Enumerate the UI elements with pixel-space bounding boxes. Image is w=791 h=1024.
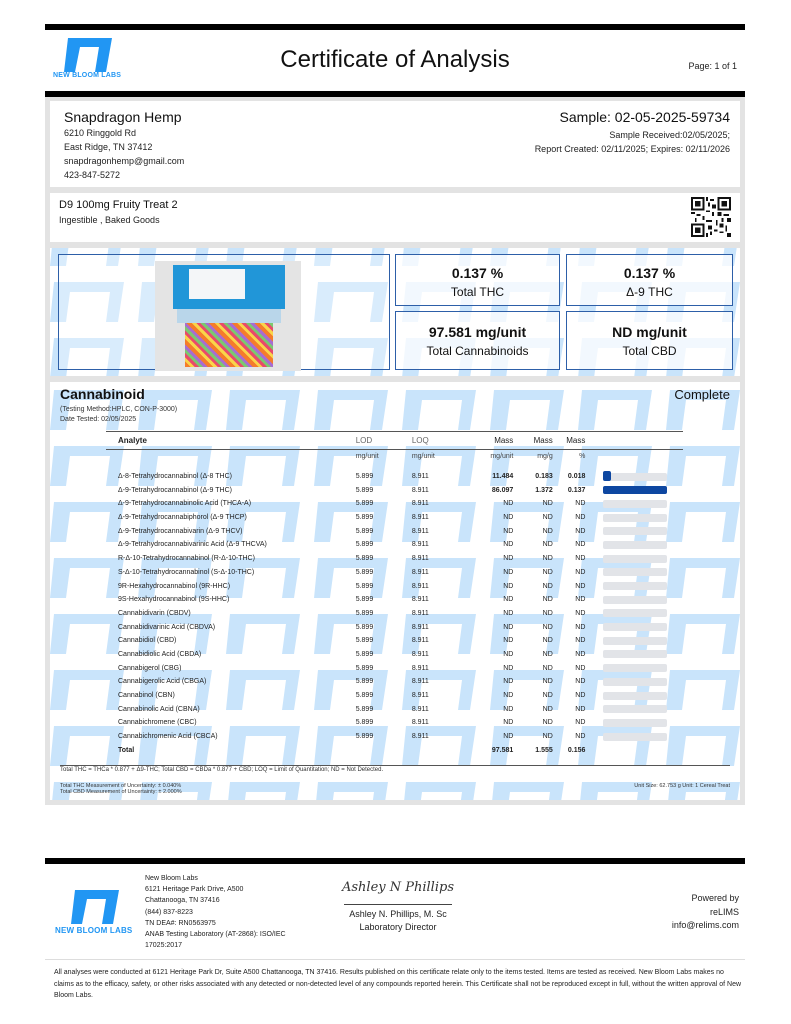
result-bar [603,568,667,576]
summary-total-cbd [566,311,733,370]
table-row [106,620,683,634]
result-bar [603,527,667,535]
testing-method: (Testing Method:HPLC, CON-P-3000) [60,406,178,413]
loq-value: 8.911 [411,650,429,658]
mass-pct: ND [575,568,586,576]
result-bar [603,514,667,522]
table-row [106,566,683,580]
table-row [106,661,683,675]
mass-pct: ND [575,541,586,549]
analyte-name: Cannabidiol (CBD) [118,637,177,645]
loq-value: 8.911 [411,473,429,481]
cbd-uncertainty: Total CBD Measurement of Uncertainty: ± 2.000% [60,789,182,795]
table-row [106,470,683,484]
mass-pct: ND [575,582,586,590]
mass-mg-unit: ND [503,596,514,604]
header-bar [585,432,683,450]
mass-mg-unit: ND [503,692,514,700]
table-row [106,497,683,511]
product-card [50,193,740,242]
mass-mg-unit: ND [503,637,514,645]
loq-value: 8.911 [411,541,429,549]
signature-line [344,904,452,905]
lab-info-line: New Bloom Labs [145,875,198,882]
mass-mg-g: ND [542,719,553,727]
loq-value: 8.911 [411,596,429,604]
lab-info [145,873,286,951]
table-row [106,511,683,525]
analyte-name: Cannabidivarin (CBDV) [118,609,191,617]
mass-mg-g: ND [542,733,553,741]
signer-title: Laboratory Director [359,922,437,932]
signature-block [338,880,458,934]
disclaimer: All analyses were conducted at 6121 Heritage Park Dr, Suite A500 Chattanooga, TN 37416. Results published on this certificate relate only to the items tested. Items are tested as received. New Bloom Labs makes no claims as to the efficacy, safety, or other risks associated with any detected or non-detected level of any compounds reported herein. This Certificate shall not be reproduced except in full, without the written approval of New Bloom Labs. [54,969,742,999]
analyte-name: Cannabinol (CBN) [118,692,175,700]
mass-mg-unit: ND [503,582,514,590]
total-thc-label: Total THC [450,285,505,299]
client-email[interactable]: snapdragonhemp@gmail.com [64,156,185,166]
mass-mg-unit: 11.484 [492,473,514,481]
analyte-name: 9S-Hexahydrocannabinol (9S-HHC) [118,596,230,604]
table-row [106,483,683,497]
lod-value: 5.899 [355,678,374,686]
total-cbd-label: Total CBD [622,344,677,358]
results-body [106,470,683,744]
analyte-name: Δ-9-Tetrahydrocannabinol (Δ-9 THC) [118,486,233,494]
lab-info-line: 6121 Heritage Park Drive, A500 [145,886,244,894]
units-row [106,450,683,464]
lod-value: 5.899 [355,473,374,481]
table-row [106,607,683,621]
client-card [50,101,740,187]
lod-value: 5.899 [355,541,374,549]
mass-pct: ND [575,596,586,604]
mass-mg-unit: ND [503,719,514,727]
mass-pct: 0.137 [567,486,586,494]
analyte-name: R-Δ-10-Tetrahydrocannabinol (R-Δ-10-THC) [118,555,255,563]
loq-value: 8.911 [411,623,429,631]
lab-info-line: 17025:2017 [145,942,182,950]
page-header [45,30,745,92]
section-title: Cannabinoid [60,386,145,402]
total-cbd-value: ND mg/unit [612,324,687,340]
lod-value: 5.899 [355,664,374,672]
signature-image: Ashley N Phillips [341,880,454,895]
page-number: Page: 1 of 1 [688,61,737,71]
analyte-name: Cannabidiolic Acid (CBDA) [118,650,202,658]
cannabinoid-results-table [106,431,683,757]
lod-value: 5.899 [355,733,374,741]
result-bar [603,582,667,590]
footer-lab-logo [55,890,132,935]
client-address-line1: 6210 Ringgold Rd [64,128,137,138]
mass-mg-g: ND [542,623,553,631]
header-mass-mg-g: Mass [513,432,552,450]
mass-mg-g: ND [542,514,553,522]
result-bar [603,623,667,631]
lod-value: 5.899 [355,527,374,535]
analyte-name: 9R-Hexahydrocannabinol (9R-HHC) [118,582,231,590]
mass-mg-g: ND [542,650,553,658]
unit-lod: mg/unit [355,453,379,461]
mass-mg-unit: ND [503,664,514,672]
mass-mg-g: ND [542,568,553,576]
analyte-name: Δ-9-Tetrahydrocannabiphorol (Δ-9 THCP) [118,514,247,522]
analyte-name: Cannabinolic Acid (CBNA) [118,705,200,713]
table-row [106,634,683,648]
result-bar [603,500,667,508]
logo-text: NEW BLOOM LABS [53,72,122,79]
total-cannabinoids-value: 97.581 mg/unit [428,324,527,340]
analyte-name: Cannabigerol (CBG) [118,664,182,672]
summary-d9-thc [566,254,733,306]
analyte-name: Cannabidivarinic Acid (CBDVA) [118,623,216,631]
lod-value: 5.899 [355,623,374,631]
sample-received: Sample Received:02/05/2025; [609,130,730,140]
result-bar [603,473,667,481]
mass-mg-g: 1.372 [535,486,553,494]
section-status: Complete [674,387,730,402]
table-row [106,593,683,607]
lod-value: 5.899 [355,705,374,713]
lab-info-line: (844) 837-8223 [145,908,193,916]
mass-pct: ND [575,500,586,508]
mass-mg-unit: ND [503,527,514,535]
summary-total-cannabinoids [395,311,560,370]
analyte-name: Δ-9-Tetrahydrocannabinolic Acid (THCA-A) [118,500,252,508]
lod-value: 5.899 [355,596,374,604]
analyte-name: Cannabichromenic Acid (CBCA) [118,733,218,741]
mass-mg-unit: ND [503,650,514,658]
mass-mg-g: ND [542,582,553,590]
header-mass-mg-unit: Mass [466,432,513,450]
product-photo [155,261,301,371]
footer-logo-text: NEW BLOOM LABS [55,926,133,935]
summary-total-thc [395,254,560,306]
loq-value: 8.911 [411,555,429,563]
loq-value: 8.911 [411,719,429,727]
client-name: Snapdragon Hemp [64,109,182,125]
loq-value: 8.911 [411,705,429,713]
summary-card [50,248,740,376]
mass-mg-unit: ND [503,678,514,686]
table-row [106,579,683,593]
total-pct: 0.156 [567,746,586,754]
unit-mass-mg-g: mg/g [537,453,553,461]
footnote-divider [60,765,730,766]
mass-pct: ND [575,637,586,645]
lod-value: 5.899 [355,719,374,727]
unit-loq: mg/unit [411,453,435,461]
mass-mg-unit: ND [503,541,514,549]
lod-value: 5.899 [355,650,374,658]
mass-mg-unit: ND [503,705,514,713]
mass-pct: ND [575,733,586,741]
result-bar [603,705,667,713]
result-bar [603,541,667,549]
mass-pct: 0.018 [567,473,586,481]
loq-value: 8.911 [411,527,429,535]
result-bar [603,637,667,645]
result-bar [603,555,667,563]
lod-value: 5.899 [355,609,374,617]
analyte-name: Δ-9-Tetrahydrocannabivarin (Δ-9 THCV) [118,527,243,535]
disclaimer-divider [45,959,745,960]
mass-pct: ND [575,692,586,700]
powered-by-label: Powered by [691,893,739,903]
header-lod: LOD [356,432,412,450]
mass-mg-g: ND [542,678,553,686]
header-mass-pct: Mass [553,432,586,450]
result-bar [603,678,667,686]
analyte-name: Δ-9-Tetrahydrocannabivarinic Acid (Δ-9 THCVA) [118,541,267,549]
mass-mg-unit: ND [503,555,514,563]
mass-mg-g: ND [542,500,553,508]
product-image-box [58,254,390,370]
total-row [106,743,683,757]
mass-pct: ND [575,678,586,686]
report-dates: Report Created: 02/11/2025; Expires: 02/11/2026 [534,144,730,154]
table-row [106,730,683,744]
new-bloom-labs-logo-icon [63,890,125,924]
result-bar [603,650,667,658]
sample-id: Sample: 02-05-2025-59734 [559,109,730,125]
mass-mg-g: ND [542,637,553,645]
client-address-line2: East Ridge, TN 37412 [64,142,153,152]
unit-size: Unit Size: 62.753 g Unit: 1 Cereal Treat [634,783,730,789]
signer-name: Ashley N. Phillips, M. Sc [349,909,447,919]
client-phone: 423-847-5272 [64,170,121,180]
lod-value: 5.899 [355,582,374,590]
table-row [106,524,683,538]
formula-note: Total THC = THCa * 0.877 + Δ9-THC; Total CBD = CBDa * 0.877 + CBD; LOQ = Limit of Quantitation; ND = Not Detected. [60,767,384,773]
table-row [106,648,683,662]
loq-value: 8.911 [411,664,429,672]
mass-pct: ND [575,555,586,563]
mass-pct: ND [575,719,586,727]
qr-code-icon[interactable] [691,197,731,237]
result-bar [603,609,667,617]
lab-info-line: ANAB Testing Laboratory (AT-2868): ISO/IEC [145,931,286,939]
lod-value: 5.899 [355,486,374,494]
loq-value: 8.911 [411,692,429,700]
powered-by-email[interactable]: info@relims.com [671,920,739,930]
cannabinoid-card [50,382,740,800]
mass-mg-g: ND [542,541,553,549]
analyte-name: Cannabichromene (CBC) [118,719,197,727]
total-label: Total [118,746,135,754]
mass-mg-g: ND [542,609,553,617]
analyte-name: S-Δ-10-Tetrahydrocannabinol (S-Δ-10-THC) [118,568,255,576]
loq-value: 8.911 [411,733,429,741]
table-row [106,702,683,716]
mass-mg-g: ND [542,692,553,700]
product-name: D9 100mg Fruity Treat 2 [59,199,178,211]
total-mg-unit: 97.581 [491,746,514,754]
header-loq: LOQ [412,432,466,450]
mass-pct: ND [575,650,586,658]
mass-mg-unit: ND [503,514,514,522]
lab-info-line: Chattanooga, TN 37416 [145,897,220,905]
mass-pct: ND [575,705,586,713]
mass-pct: ND [575,623,586,631]
table-row [106,552,683,566]
loq-value: 8.911 [411,582,429,590]
loq-value: 8.911 [411,678,429,686]
mass-pct: ND [575,609,586,617]
thc-uncertainty: Total THC Measurement of Uncertainty: ± 0.040% [60,783,182,789]
mass-mg-unit: ND [503,623,514,631]
loq-value: 8.911 [411,486,429,494]
loq-value: 8.911 [411,609,429,617]
powered-by-block [672,892,739,933]
loq-value: 8.911 [411,637,429,645]
mass-mg-g: ND [542,705,553,713]
lod-value: 5.899 [355,500,374,508]
date-tested: Date Tested: 02/05/2025 [60,416,137,423]
mass-mg-unit: 86.097 [491,486,514,494]
mass-mg-g: 0.183 [535,473,553,481]
mass-mg-g: ND [542,527,553,535]
loq-value: 8.911 [411,514,429,522]
mass-mg-g: ND [542,596,553,604]
table-row [106,538,683,552]
analyte-name: Cannabigerolic Acid (CBGA) [118,678,207,686]
unit-mass-pct: % [579,453,586,461]
total-mg-g: 1.555 [535,746,553,754]
result-bar-fill [603,486,667,494]
loq-value: 8.911 [411,568,429,576]
lod-value: 5.899 [355,692,374,700]
total-thc-value: 0.137 % [451,265,504,281]
header-analyte: Analyte [106,432,356,450]
lod-value: 5.899 [355,555,374,563]
result-bar [603,664,667,672]
d9-thc-label: Δ-9 THC [626,285,673,299]
mass-mg-unit: ND [503,609,514,617]
result-bar [603,733,667,741]
result-bar [603,692,667,700]
mass-pct: ND [575,664,586,672]
lab-info-line: TN DEA#: RN0563975 [145,919,216,927]
footer-top-rule [45,858,745,864]
product-type: Ingestible , Baked Goods [59,215,160,225]
lod-value: 5.899 [355,514,374,522]
result-bar [603,719,667,727]
unit-mass-mg-unit: mg/unit [490,453,514,461]
lod-value: 5.899 [355,637,374,645]
table-row [106,675,683,689]
mass-mg-g: ND [542,555,553,563]
d9-thc-value: 0.137 % [623,265,676,281]
total-cannabinoids-label: Total Cannabinoids [426,344,529,358]
loq-value: 8.911 [411,500,429,508]
table-header-row [106,432,683,450]
analyte-name: Δ-8-Tetrahydrocannabinol (Δ-8 THC) [118,473,233,481]
lod-value: 5.899 [355,568,374,576]
mass-mg-unit: ND [503,733,514,741]
mass-mg-unit: ND [503,500,514,508]
mass-mg-unit: ND [503,568,514,576]
mass-mg-g: ND [542,664,553,672]
powered-by-name: reLIMS [709,906,739,917]
mass-pct: ND [575,527,586,535]
mass-pct: ND [575,514,586,522]
table-row [106,716,683,730]
result-bar-fill [603,471,611,481]
result-bar [603,596,667,604]
result-bar [603,486,667,494]
table-row [106,689,683,703]
document-title: Certificate of Analysis [280,46,510,73]
